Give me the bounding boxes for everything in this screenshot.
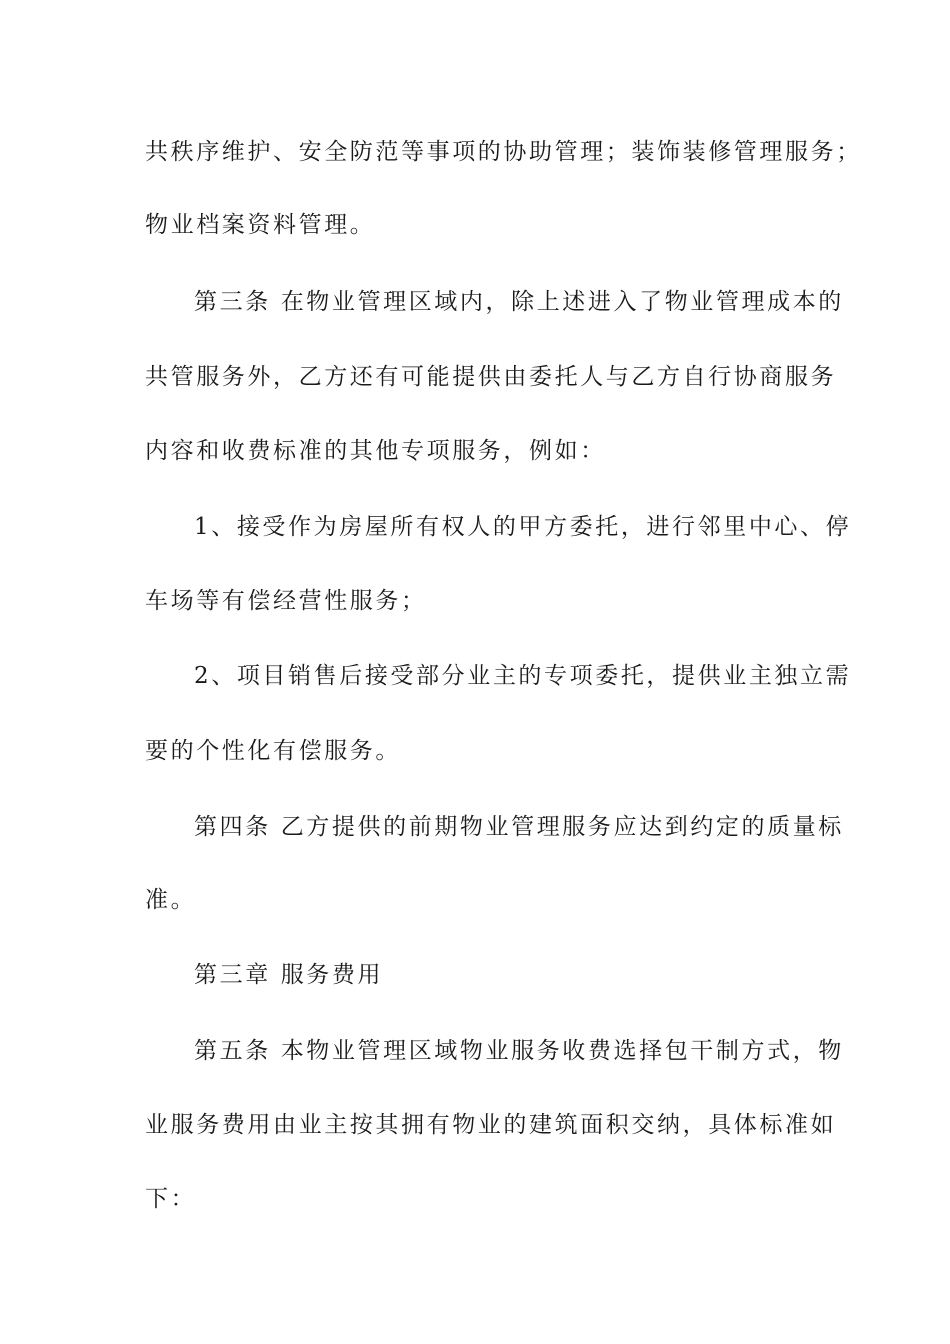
chapter-3-heading: 第三章 服务费用 <box>194 962 384 988</box>
article-5-line: 第五条 本物业管理区域物业服务收费选择包干制方式，物 <box>194 1038 844 1064</box>
text-line: 内容和收费标准的其他专项服务，例如： <box>145 438 606 464</box>
list-item-1-line: 1、接受作为房屋所有权人的甲方委托，进行邻里中心、停 <box>194 514 852 540</box>
text-line: 物业档案资料管理。 <box>145 212 376 238</box>
text-line: 要的个性化有偿服务。 <box>145 738 401 764</box>
text-line: 业服务费用由业主按其拥有物业的建筑面积交纳，具体标准如 <box>145 1112 837 1138</box>
article-3-line: 第三条 在物业管理区域内，除上述进入了物业管理成本的 <box>194 289 844 315</box>
text-line: 车场等有偿经营性服务； <box>145 588 427 614</box>
text-line: 共管服务外，乙方还有可能提供由委托人与乙方自行协商服务 <box>145 364 837 390</box>
text-line: 准。 <box>145 887 197 913</box>
text-line: 共秩序维护、安全防范等事项的协助管理；装饰装修管理服务； <box>145 139 862 165</box>
list-item-2-line: 2、项目销售后接受部分业主的专项委托，提供业主独立需 <box>194 663 852 689</box>
article-4-line: 第四条 乙方提供的前期物业管理服务应达到约定的质量标 <box>194 814 844 840</box>
text-line: 下： <box>145 1186 197 1212</box>
